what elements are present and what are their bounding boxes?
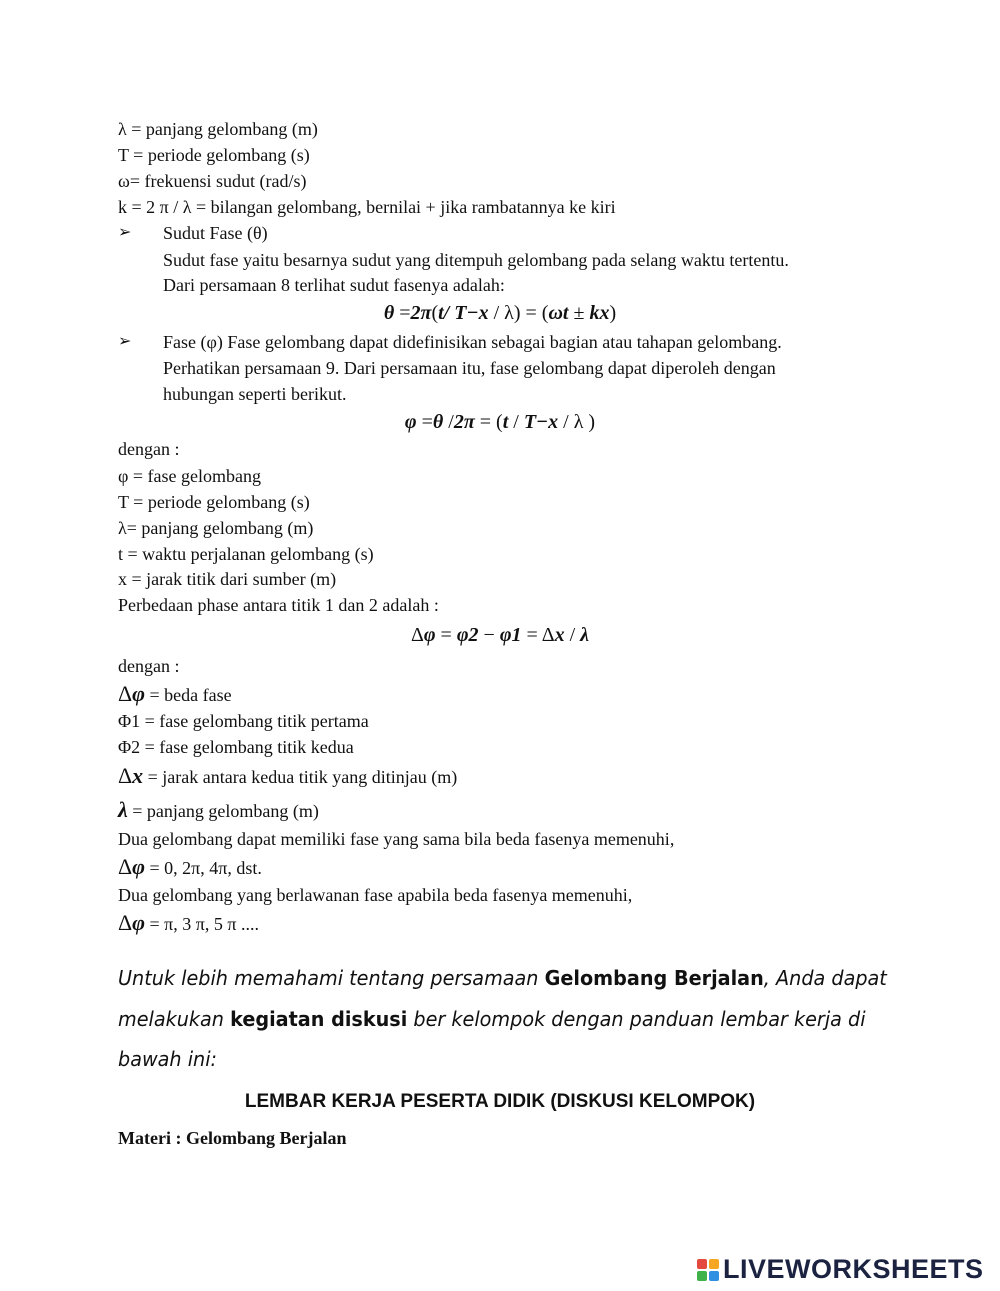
def-omega: ω= frekuensi sudut (rad/s) <box>118 171 307 191</box>
equation-phi: φ =θ /2π = (t / T−x / λ ) <box>404 411 596 433</box>
dengan-label: dengan : <box>118 439 180 459</box>
materi-label: Materi : Gelombang Berjalan <box>118 1128 347 1148</box>
def-phi: φ = fase gelombang <box>118 466 261 486</box>
dengan-label-2: dengan : <box>118 656 180 676</box>
beda-fase-intro: Perbedaan phase antara titik 1 dan 2 adalah : <box>118 595 439 615</box>
def-t: t = waktu perjalanan gelombang (s) <box>118 544 374 564</box>
def-lambda: λ = panjang gelombang (m) <box>118 119 318 139</box>
equation-delta-phi: Δφ = φ2 − φ1 = Δx / λ <box>410 624 590 646</box>
sefase-text: Dua gelombang dapat memiliki fase yang sama bila beda fasenya memenuhi, <box>118 829 675 849</box>
def-phi2: Φ2 = fase gelombang titik kedua <box>118 737 354 757</box>
def-phi1: Φ1 = fase gelombang titik pertama <box>118 711 369 731</box>
fase-line3: hubungan seperti berikut. <box>163 384 347 404</box>
def-lambda-3: λ = panjang gelombang (m) <box>118 797 319 822</box>
liveworksheets-logo <box>697 1254 984 1285</box>
sefase-values: Δφ = 0, 2π, 4π, dst. <box>118 854 262 879</box>
sudut-fase-line2: Dari persamaan 8 terlihat sudut fasenya adalah: <box>163 275 505 295</box>
fase-line2: Perhatikan persamaan 9. Dari persamaan itu, fase gelombang dapat diperoleh dengan <box>163 358 776 378</box>
bullet-icon: ➢ <box>118 224 132 241</box>
def-period: T = periode gelombang (s) <box>118 145 310 165</box>
worksheet-heading: LEMBAR KERJA PESERTA DIDIK (DISKUSI KELOMPOK) <box>244 1091 756 1112</box>
def-lambda-2: λ= panjang gelombang (m) <box>118 518 314 538</box>
berlawanan-values: Δφ = π, 3 π, 5 π .... <box>118 910 259 935</box>
liveworksheets-icon <box>697 1259 719 1281</box>
berlawanan-text: Dua gelombang yang berlawanan fase apabila beda fasenya memenuhi, <box>118 885 633 905</box>
def-period-2: T = periode gelombang (s) <box>118 492 310 512</box>
def-k: k = 2 π / λ = bilangan gelombang, bernilai + jika rambatannya ke kiri <box>118 197 616 217</box>
def-delta-phi: Δφ = beda fase <box>118 681 232 706</box>
sudut-fase-line1: Sudut fase yaitu besarnya sudut yang ditempuh gelombang pada selang waktu tertentu. <box>163 250 789 270</box>
handwritten-line2: melakukan kegiatan diskusi ber kelompok dengan panduan lembar kerja di <box>118 1007 866 1031</box>
fase-line1: Fase (φ) Fase gelombang dapat didefinisikan sebagai bagian atau tahapan gelombang. <box>163 332 782 352</box>
bullet-icon: ➢ <box>118 333 132 350</box>
liveworksheets-wordmark: LIVEWORKSHEETS <box>723 1254 984 1284</box>
def-delta-x: Δx = jarak antara kedua titik yang ditinjau (m) <box>118 763 458 788</box>
sudut-fase-title: Sudut Fase (θ) <box>163 223 268 243</box>
equation-theta: θ =2π(t/ T−x / λ) = (ωt ± kx) <box>383 302 617 324</box>
def-x: x = jarak titik dari sumber (m) <box>118 569 337 589</box>
handwritten-line1: Untuk lebih memahami tentang persamaan Gelombang Berjalan, Anda dapat <box>118 966 887 990</box>
handwritten-line3: bawah ini: <box>118 1047 217 1071</box>
